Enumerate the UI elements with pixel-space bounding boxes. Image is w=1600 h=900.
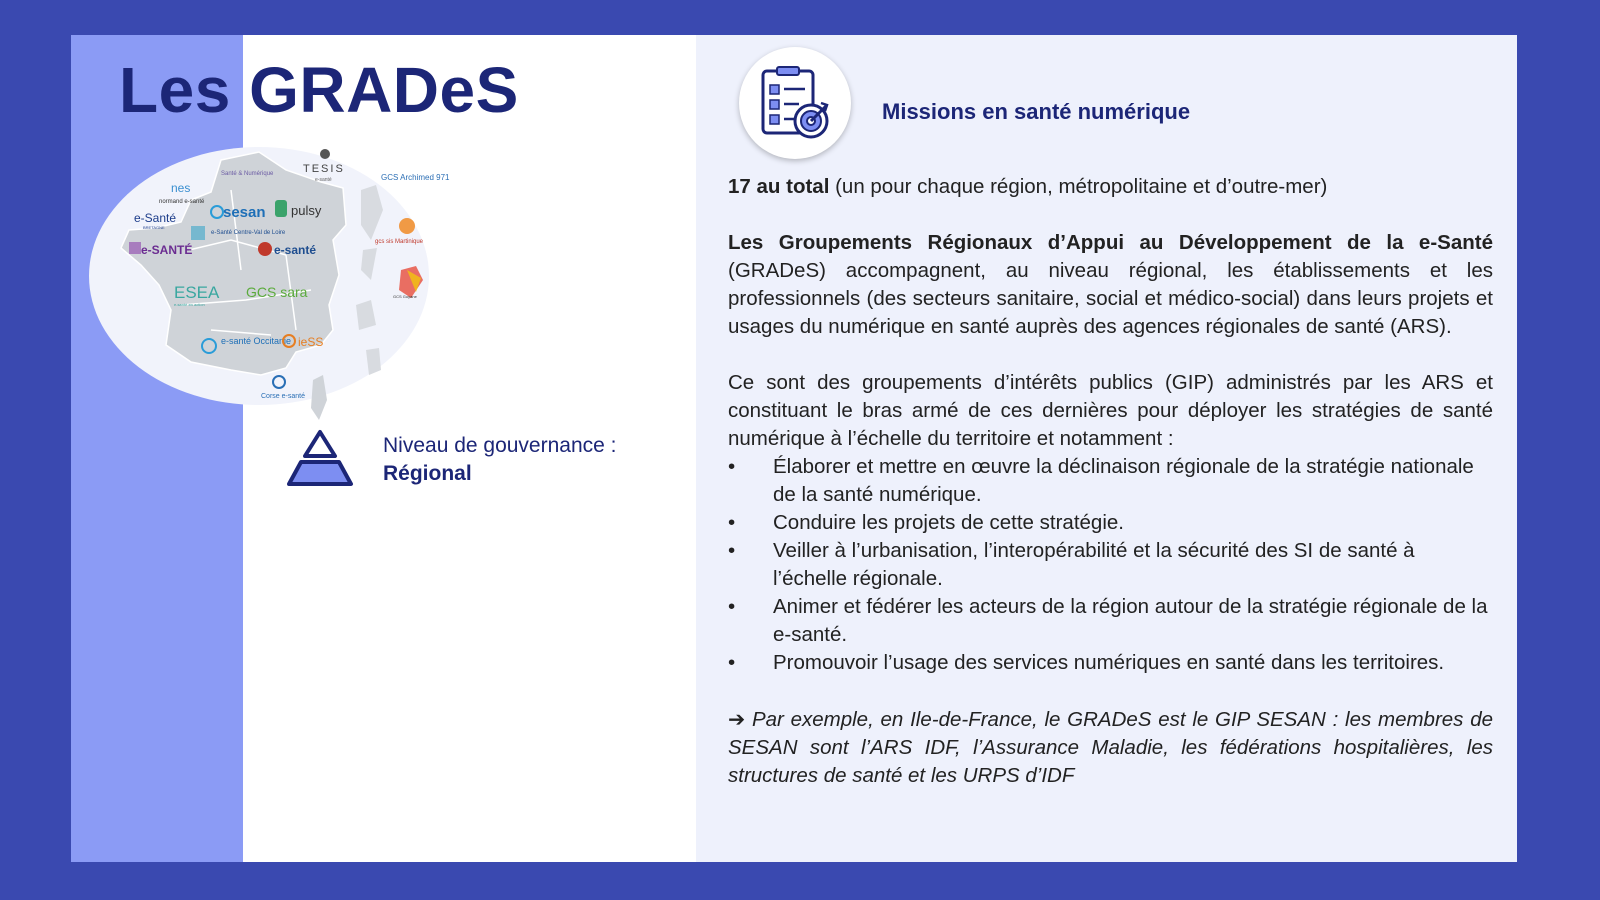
svg-text:e-santé: e-santé [315,177,332,183]
svg-text:e-Santé: e-Santé [134,211,177,225]
missions-list [728,453,1493,677]
list-item-text: Élaborer et mettre en œuvre la déclinaison régionale de la stratégie nationale de la santé numérique. [773,455,1474,506]
svg-text:e-Santé Centre-Val de Loire: e-Santé Centre-Val de Loire [211,230,286,236]
svg-text:GCS Archimed 971: GCS Archimed 971 [381,173,450,182]
bullet-marker: • [728,651,736,674]
checklist-target-icon [759,65,831,141]
list-item-text: Conduire les projets de cette stratégie. [773,511,1124,534]
bullet-marker: • [728,539,736,562]
list-item [728,509,1493,537]
list-item-text: Promouvoir l’usage des services numériques en santé dans les territoires. [773,651,1445,674]
svg-text:Santé & Numérique: Santé & Numérique [221,171,274,177]
governance-label: Niveau de gouvernance : [383,434,617,457]
list-item [728,649,1493,677]
example-paragraph [728,705,1493,790]
overseas-island-shape [361,248,377,280]
list-item [728,453,1493,509]
logo-guyane [393,266,423,299]
grades-name-bold: Les Groupements Régionaux d’Appui au Développement de la e-Santé [728,231,1493,254]
list-item [728,537,1493,593]
svg-text:GCS sara: GCS sara [246,284,308,300]
overseas-island-shape [361,185,383,240]
example-text: Par exemple, en Ile-de-France, le GRADeS est le GIP SESAN : les membres de SESAN sont l’ARS IDF, l’Assurance Maladie, les fédérations hospitalières, les structures de santé et les URPS d’IDF [728,708,1493,787]
total-count-rest: (un pour chaque région, métropolitaine et d’outre-mer) [829,175,1328,198]
svg-text:ieSS: ieSS [298,335,324,349]
svg-text:e-santé en action: e-santé en action [174,302,205,307]
total-count-bold: 17 au total [728,175,830,198]
pyramid-icon [285,428,355,490]
list-item-text: Veiller à l’urbanisation, l’interopérabilité et la sécurité des SI de santé à l’échelle régionale. [773,539,1415,590]
overseas-island-shape [366,348,381,375]
grades-definition-rest: (GRADeS) accompagnent, au niveau régional, les établissements et les professionnels (des secteurs sanitaire, social et médico-social) dans leurs projets et usages du numérique en santé auprès des agences régionales de santé (ARS). [728,259,1493,338]
bullet-marker: • [728,455,736,478]
bullet-marker: • [728,595,736,618]
logo-pulsy [275,200,322,218]
svg-text:e-SANTÉ: e-SANTÉ [141,243,193,257]
list-item-text: Animer et fédérer les acteurs de la région autour de la stratégie régionale de la e-santé. [773,595,1488,646]
svg-text:nes: nes [171,181,191,195]
svg-text:GCS Guyane: GCS Guyane [393,294,417,299]
logo-e-sante-bfc [258,242,316,257]
corsica-shape [311,375,327,420]
page-title: Les GRADeS [119,54,519,126]
svg-text:TESIS: TESIS [303,163,345,175]
paragraph-gip: Ce sont des groupements d’intérêts publics (GIP) administrés par les ARS et constituant le bras armé de ces dernières pour déployer les stratégies de santé numérique à l’échelle du territoire et notamment : [728,371,1493,450]
svg-text:pulsy: pulsy [291,203,322,218]
missions-title: Missions en santé numérique [882,99,1191,124]
france-grades-map [71,130,451,430]
overseas-island-shape [356,300,376,330]
governance-level [383,432,617,488]
logo-sis-martinique [375,218,424,245]
svg-text:gcs sis Martinique: gcs sis Martinique [375,239,424,245]
logo-normand-e-sante [159,199,205,205]
logo-archimed [381,173,450,182]
svg-text:BRETAGNE: BRETAGNE [143,225,165,230]
svg-text:sesan: sesan [223,204,266,221]
logo-corse-e-sante [261,376,305,400]
logo-gcs-sara [246,284,308,300]
logo-nes [171,181,190,195]
paragraph-grades-definition [728,229,1493,341]
governance-value: Régional [383,462,472,485]
svg-text:Corse e-santé: Corse e-santé [261,393,305,400]
logo-sante-numerique [221,171,274,177]
slide [71,35,1517,862]
mission-badge [739,47,851,159]
svg-text:ESEA: ESEA [174,283,220,302]
list-item [728,593,1493,649]
arrow-icon: ➔ [728,707,746,731]
total-count [728,173,1493,201]
bullet-marker: • [728,511,736,534]
svg-text:e-santé Occitanie: e-santé Occitanie [221,336,292,346]
missions-body [728,173,1493,790]
svg-text:e-santé: e-santé [274,243,317,257]
svg-text:normand e-santé: normand e-santé [159,199,205,205]
